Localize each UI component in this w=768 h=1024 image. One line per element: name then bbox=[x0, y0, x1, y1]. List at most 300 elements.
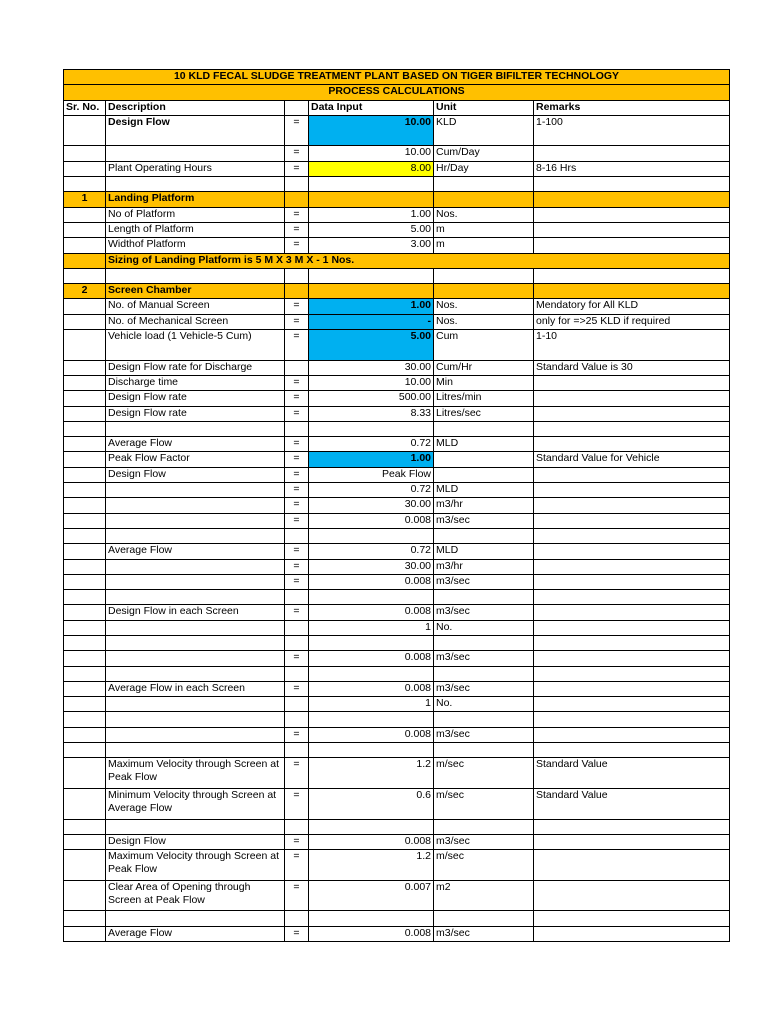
cell-unit: Nos. bbox=[434, 207, 534, 222]
cell-unit: Cum bbox=[434, 330, 534, 361]
table-row bbox=[64, 712, 730, 727]
cell-remarks bbox=[534, 513, 730, 528]
cell-equals: = bbox=[285, 391, 309, 406]
cell-description bbox=[106, 666, 285, 681]
cell-equals: = bbox=[285, 161, 309, 176]
cell-remarks bbox=[534, 467, 730, 482]
cell-equals: = bbox=[285, 314, 309, 329]
cell-remarks bbox=[534, 146, 730, 161]
cell-equals: = bbox=[285, 222, 309, 237]
table-row bbox=[64, 391, 730, 406]
cell-remarks bbox=[534, 850, 730, 881]
cell-equals: = bbox=[285, 758, 309, 789]
header-data-input: Data Input bbox=[309, 100, 434, 115]
cell-unit bbox=[434, 528, 534, 543]
cell-data-input: 1.00 bbox=[309, 207, 434, 222]
sheet-title: 10 KLD FECAL SLUDGE TREATMENT PLANT BASED ON TIGER BIFILTER TECHNOLOGY bbox=[64, 70, 730, 85]
cell-description: Clear Area of Opening through Screen at Peak Flow bbox=[106, 880, 285, 911]
cell-unit: m3/hr bbox=[434, 498, 534, 513]
cell-remarks bbox=[534, 391, 730, 406]
cell-equals bbox=[285, 620, 309, 635]
cell-unit bbox=[434, 192, 534, 207]
cell-data-input: 0.72 bbox=[309, 544, 434, 559]
cell-sr-no bbox=[64, 544, 106, 559]
cell-equals: = bbox=[285, 115, 309, 146]
cell-description bbox=[106, 177, 285, 192]
cell-equals bbox=[285, 635, 309, 650]
cell-sr-no bbox=[64, 314, 106, 329]
table-row bbox=[64, 330, 730, 361]
table-row bbox=[64, 115, 730, 146]
cell-equals: = bbox=[285, 375, 309, 390]
cell-unit: m2 bbox=[434, 880, 534, 911]
cell-equals: = bbox=[285, 850, 309, 881]
cell-description bbox=[106, 651, 285, 666]
cell-data-input[interactable]: 10.00 bbox=[309, 115, 434, 146]
cell-sr-no bbox=[64, 207, 106, 222]
cell-remarks bbox=[534, 926, 730, 941]
cell-sr-no bbox=[64, 406, 106, 421]
cell-equals: = bbox=[285, 330, 309, 361]
cell-description: Landing Platform bbox=[106, 192, 285, 207]
cell-description bbox=[106, 590, 285, 605]
cell-remarks bbox=[534, 605, 730, 620]
cell-unit: m3/sec bbox=[434, 681, 534, 696]
cell-unit: m bbox=[434, 238, 534, 253]
cell-data-input: 1.2 bbox=[309, 758, 434, 789]
cell-description: Design Flow rate bbox=[106, 406, 285, 421]
cell-equals: = bbox=[285, 406, 309, 421]
cell-sr-no: 2 bbox=[64, 284, 106, 299]
cell-description: Maximum Velocity through Screen at Peak Flow bbox=[106, 758, 285, 789]
cell-sr-no bbox=[64, 681, 106, 696]
cell-sr-no bbox=[64, 819, 106, 834]
cell-remarks: 1-10 bbox=[534, 330, 730, 361]
table-row bbox=[64, 498, 730, 513]
cell-data-input: 30.00 bbox=[309, 559, 434, 574]
cell-remarks bbox=[534, 911, 730, 926]
table-row bbox=[64, 620, 730, 635]
cell-equals: = bbox=[285, 559, 309, 574]
cell-sr-no bbox=[64, 850, 106, 881]
cell-remarks bbox=[534, 544, 730, 559]
cell-description: Plant Operating Hours bbox=[106, 161, 285, 176]
cell-remarks bbox=[534, 635, 730, 650]
table-row bbox=[64, 360, 730, 375]
cell-sr-no bbox=[64, 651, 106, 666]
cell-description: Minimum Velocity through Screen at Average Flow bbox=[106, 788, 285, 819]
cell-data-input: 500.00 bbox=[309, 391, 434, 406]
cell-data-input: 8.33 bbox=[309, 406, 434, 421]
cell-data-input: 0.008 bbox=[309, 605, 434, 620]
cell-unit bbox=[434, 177, 534, 192]
cell-equals: = bbox=[285, 467, 309, 482]
cell-data-input: 10.00 bbox=[309, 375, 434, 390]
table-row bbox=[64, 207, 730, 222]
cell-sr-no bbox=[64, 559, 106, 574]
table-row bbox=[64, 161, 730, 176]
cell-sr-no bbox=[64, 712, 106, 727]
cell-description bbox=[106, 559, 285, 574]
cell-unit: Nos. bbox=[434, 314, 534, 329]
cell-unit: MLD bbox=[434, 437, 534, 452]
cell-data-input: 0.008 bbox=[309, 574, 434, 589]
cell-data-input bbox=[309, 528, 434, 543]
cell-sr-no bbox=[64, 590, 106, 605]
cell-data-input: 0.6 bbox=[309, 788, 434, 819]
table-row bbox=[64, 299, 730, 314]
cell-equals: = bbox=[285, 605, 309, 620]
cell-equals: = bbox=[285, 788, 309, 819]
cell-sr-no bbox=[64, 452, 106, 467]
cell-equals bbox=[285, 177, 309, 192]
cell-data-input: 0.72 bbox=[309, 483, 434, 498]
cell-data-input: 0.72 bbox=[309, 437, 434, 452]
cell-sr-no bbox=[64, 161, 106, 176]
cell-description bbox=[106, 528, 285, 543]
cell-unit: m3/sec bbox=[434, 727, 534, 742]
cell-description: Average Flow bbox=[106, 437, 285, 452]
cell-unit bbox=[434, 712, 534, 727]
cell-sr-no bbox=[64, 360, 106, 375]
cell-data-input bbox=[309, 666, 434, 681]
cell-unit: m3/sec bbox=[434, 926, 534, 941]
cell-equals: = bbox=[285, 651, 309, 666]
cell-data-input bbox=[309, 911, 434, 926]
cell-remarks bbox=[534, 498, 730, 513]
cell-unit: Cum/Day bbox=[434, 146, 534, 161]
table-row bbox=[64, 253, 730, 268]
cell-data-input bbox=[309, 635, 434, 650]
cell-data-input bbox=[309, 177, 434, 192]
table-row bbox=[64, 819, 730, 834]
table-row bbox=[64, 421, 730, 436]
table-row bbox=[64, 880, 730, 911]
cell-data-input[interactable]: 5.00 bbox=[309, 330, 434, 361]
cell-remarks bbox=[534, 437, 730, 452]
cell-description bbox=[106, 635, 285, 650]
cell-equals bbox=[285, 360, 309, 375]
cell-description: No. of Manual Screen bbox=[106, 299, 285, 314]
cell-sr-no bbox=[64, 911, 106, 926]
cell-remarks bbox=[534, 192, 730, 207]
cell-data-input bbox=[309, 192, 434, 207]
cell-description bbox=[106, 727, 285, 742]
cell-remarks: 8-16 Hrs bbox=[534, 161, 730, 176]
cell-equals bbox=[285, 590, 309, 605]
cell-remarks: only for =>25 KLD if required bbox=[534, 314, 730, 329]
cell-sr-no bbox=[64, 498, 106, 513]
cell-sr-no bbox=[64, 926, 106, 941]
cell-unit: m3/sec bbox=[434, 513, 534, 528]
cell-unit bbox=[434, 284, 534, 299]
table-row bbox=[64, 513, 730, 528]
cell-unit: m/sec bbox=[434, 758, 534, 789]
cell-remarks bbox=[534, 559, 730, 574]
cell-remarks bbox=[534, 238, 730, 253]
table-row bbox=[64, 926, 730, 941]
cell-data-input: 0.008 bbox=[309, 651, 434, 666]
cell-description bbox=[106, 697, 285, 712]
process-calculation-sheet bbox=[63, 69, 730, 942]
cell-description bbox=[106, 620, 285, 635]
cell-remarks bbox=[534, 666, 730, 681]
cell-unit: m3/sec bbox=[434, 574, 534, 589]
cell-unit: Litres/sec bbox=[434, 406, 534, 421]
cell-description bbox=[106, 146, 285, 161]
table-row bbox=[64, 452, 730, 467]
cell-data-input: 1 bbox=[309, 697, 434, 712]
header-equals bbox=[285, 100, 309, 115]
cell-equals: = bbox=[285, 926, 309, 941]
cell-sr-no bbox=[64, 727, 106, 742]
cell-equals: = bbox=[285, 681, 309, 696]
cell-sr-no bbox=[64, 299, 106, 314]
cell-unit bbox=[434, 467, 534, 482]
cell-unit: MLD bbox=[434, 483, 534, 498]
cell-unit bbox=[434, 590, 534, 605]
cell-data-input: 1.2 bbox=[309, 850, 434, 881]
table-row bbox=[64, 666, 730, 681]
table-row bbox=[64, 222, 730, 237]
cell-data-input bbox=[309, 712, 434, 727]
cell-sr-no bbox=[64, 758, 106, 789]
cell-description: Design Flow bbox=[106, 467, 285, 482]
cell-unit: m3/sec bbox=[434, 651, 534, 666]
sheet-subtitle: PROCESS CALCULATIONS bbox=[64, 85, 730, 100]
cell-description: Peak Flow Factor bbox=[106, 452, 285, 467]
cell-equals bbox=[285, 268, 309, 283]
cell-description: Design Flow rate for Discharge bbox=[106, 360, 285, 375]
cell-description: Vehicle load (1 Vehicle-5 Cum) bbox=[106, 330, 285, 361]
table-row bbox=[64, 437, 730, 452]
cell-data-input: 1 bbox=[309, 620, 434, 635]
cell-equals: = bbox=[285, 498, 309, 513]
cell-sr-no bbox=[64, 421, 106, 436]
cell-equals: = bbox=[285, 299, 309, 314]
cell-description: Average Flow in each Screen bbox=[106, 681, 285, 696]
cell-sr-no: 1 bbox=[64, 192, 106, 207]
cell-description bbox=[106, 819, 285, 834]
cell-sr-no bbox=[64, 375, 106, 390]
cell-unit: MLD bbox=[434, 544, 534, 559]
cell-equals bbox=[285, 712, 309, 727]
cell-description bbox=[106, 498, 285, 513]
cell-description: Design Flow bbox=[106, 834, 285, 849]
cell-equals: = bbox=[285, 834, 309, 849]
cell-remarks: Standard Value bbox=[534, 758, 730, 789]
table-row bbox=[64, 743, 730, 758]
table-row bbox=[64, 177, 730, 192]
cell-description: Average Flow bbox=[106, 544, 285, 559]
cell-sr-no bbox=[64, 620, 106, 635]
cell-sr-no bbox=[64, 437, 106, 452]
cell-description: Length of Platform bbox=[106, 222, 285, 237]
header-remarks: Remarks bbox=[534, 100, 730, 115]
cell-equals bbox=[285, 743, 309, 758]
cell-remarks bbox=[534, 421, 730, 436]
cell-sr-no bbox=[64, 666, 106, 681]
cell-sr-no bbox=[64, 391, 106, 406]
table-row bbox=[64, 574, 730, 589]
cell-equals: = bbox=[285, 513, 309, 528]
cell-data-input bbox=[309, 819, 434, 834]
cell-unit: m3/sec bbox=[434, 605, 534, 620]
cell-remarks bbox=[534, 528, 730, 543]
cell-data-input: 3.00 bbox=[309, 238, 434, 253]
cell-sr-no bbox=[64, 605, 106, 620]
cell-data-input[interactable]: 8.00 bbox=[309, 161, 434, 176]
cell-unit bbox=[434, 743, 534, 758]
table-row bbox=[64, 528, 730, 543]
cell-description: Screen Chamber bbox=[106, 284, 285, 299]
cell-unit bbox=[434, 819, 534, 834]
cell-data-input: 0.008 bbox=[309, 834, 434, 849]
cell-remarks: 1-100 bbox=[534, 115, 730, 146]
cell-equals: = bbox=[285, 574, 309, 589]
cell-data-input bbox=[309, 284, 434, 299]
header-row bbox=[64, 100, 730, 115]
cell-description bbox=[106, 743, 285, 758]
section-summary: Sizing of Landing Platform is 5 M X 3 M X - 1 Nos. bbox=[106, 253, 730, 268]
cell-data-input bbox=[309, 590, 434, 605]
cell-unit: m/sec bbox=[434, 788, 534, 819]
cell-remarks bbox=[534, 880, 730, 911]
cell-data-input: 0.008 bbox=[309, 513, 434, 528]
cell-unit: Cum/Hr bbox=[434, 360, 534, 375]
cell-remarks: Mendatory for All KLD bbox=[534, 299, 730, 314]
cell-sr-no bbox=[64, 330, 106, 361]
cell-unit: m/sec bbox=[434, 850, 534, 881]
cell-sr-no bbox=[64, 177, 106, 192]
cell-description bbox=[106, 712, 285, 727]
cell-data-input[interactable]: - bbox=[309, 314, 434, 329]
cell-sr-no bbox=[64, 574, 106, 589]
cell-description: Widthof Platform bbox=[106, 238, 285, 253]
cell-sr-no bbox=[64, 635, 106, 650]
cell-data-input: 30.00 bbox=[309, 360, 434, 375]
cell-sr-no bbox=[64, 880, 106, 911]
title-row bbox=[64, 70, 730, 85]
cell-remarks: Standard Value for Vehicle bbox=[534, 452, 730, 467]
cell-equals bbox=[285, 697, 309, 712]
cell-description bbox=[106, 268, 285, 283]
header-sr-no: Sr. No. bbox=[64, 100, 106, 115]
cell-equals bbox=[285, 528, 309, 543]
cell-remarks bbox=[534, 819, 730, 834]
table-row bbox=[64, 605, 730, 620]
cell-unit: m bbox=[434, 222, 534, 237]
cell-data-input[interactable]: 1.00 bbox=[309, 452, 434, 467]
cell-description: Design Flow bbox=[106, 115, 285, 146]
subtitle-row bbox=[64, 85, 730, 100]
cell-remarks bbox=[534, 406, 730, 421]
cell-data-input bbox=[309, 743, 434, 758]
table-row bbox=[64, 911, 730, 926]
cell-equals: = bbox=[285, 483, 309, 498]
cell-equals bbox=[285, 911, 309, 926]
cell-description bbox=[106, 483, 285, 498]
cell-equals bbox=[285, 192, 309, 207]
table-row bbox=[64, 850, 730, 881]
cell-remarks: Standard Value is 30 bbox=[534, 360, 730, 375]
cell-sr-no bbox=[64, 253, 106, 268]
table-row bbox=[64, 544, 730, 559]
cell-equals bbox=[285, 421, 309, 436]
table-row bbox=[64, 727, 730, 742]
cell-sr-no bbox=[64, 697, 106, 712]
cell-equals bbox=[285, 819, 309, 834]
cell-remarks bbox=[534, 681, 730, 696]
cell-unit: m3/hr bbox=[434, 559, 534, 574]
table-row bbox=[64, 651, 730, 666]
cell-remarks: Standard Value bbox=[534, 788, 730, 819]
table-row bbox=[64, 559, 730, 574]
cell-description: Discharge time bbox=[106, 375, 285, 390]
cell-unit bbox=[434, 666, 534, 681]
cell-equals: = bbox=[285, 544, 309, 559]
cell-remarks bbox=[534, 834, 730, 849]
cell-data-input: Peak Flow bbox=[309, 467, 434, 482]
cell-sr-no bbox=[64, 834, 106, 849]
cell-remarks bbox=[534, 177, 730, 192]
cell-description: Average Flow bbox=[106, 926, 285, 941]
cell-remarks bbox=[534, 574, 730, 589]
cell-sr-no bbox=[64, 146, 106, 161]
cell-sr-no bbox=[64, 743, 106, 758]
table-row bbox=[64, 238, 730, 253]
cell-data-input: 30.00 bbox=[309, 498, 434, 513]
table-row bbox=[64, 268, 730, 283]
cell-unit: Min bbox=[434, 375, 534, 390]
cell-data-input[interactable]: 1.00 bbox=[309, 299, 434, 314]
cell-remarks bbox=[534, 697, 730, 712]
cell-remarks bbox=[534, 727, 730, 742]
cell-remarks bbox=[534, 651, 730, 666]
cell-unit: No. bbox=[434, 620, 534, 635]
cell-remarks bbox=[534, 207, 730, 222]
cell-unit: m3/sec bbox=[434, 834, 534, 849]
table-row bbox=[64, 406, 730, 421]
cell-equals: = bbox=[285, 880, 309, 911]
cell-remarks bbox=[534, 284, 730, 299]
cell-equals bbox=[285, 666, 309, 681]
table-row bbox=[64, 590, 730, 605]
cell-sr-no bbox=[64, 238, 106, 253]
cell-data-input bbox=[309, 268, 434, 283]
cell-equals: = bbox=[285, 207, 309, 222]
cell-equals: = bbox=[285, 727, 309, 742]
table-row bbox=[64, 192, 730, 207]
cell-equals: = bbox=[285, 146, 309, 161]
cell-description bbox=[106, 421, 285, 436]
table-row bbox=[64, 681, 730, 696]
table-row bbox=[64, 697, 730, 712]
cell-remarks bbox=[534, 375, 730, 390]
cell-description: Design Flow in each Screen bbox=[106, 605, 285, 620]
cell-description bbox=[106, 574, 285, 589]
cell-remarks bbox=[534, 222, 730, 237]
cell-sr-no bbox=[64, 513, 106, 528]
cell-equals: = bbox=[285, 238, 309, 253]
cell-remarks bbox=[534, 483, 730, 498]
cell-remarks bbox=[534, 620, 730, 635]
table-row bbox=[64, 834, 730, 849]
cell-equals: = bbox=[285, 452, 309, 467]
cell-data-input: 0.008 bbox=[309, 926, 434, 941]
table-row bbox=[64, 467, 730, 482]
cell-unit: Hr/Day bbox=[434, 161, 534, 176]
